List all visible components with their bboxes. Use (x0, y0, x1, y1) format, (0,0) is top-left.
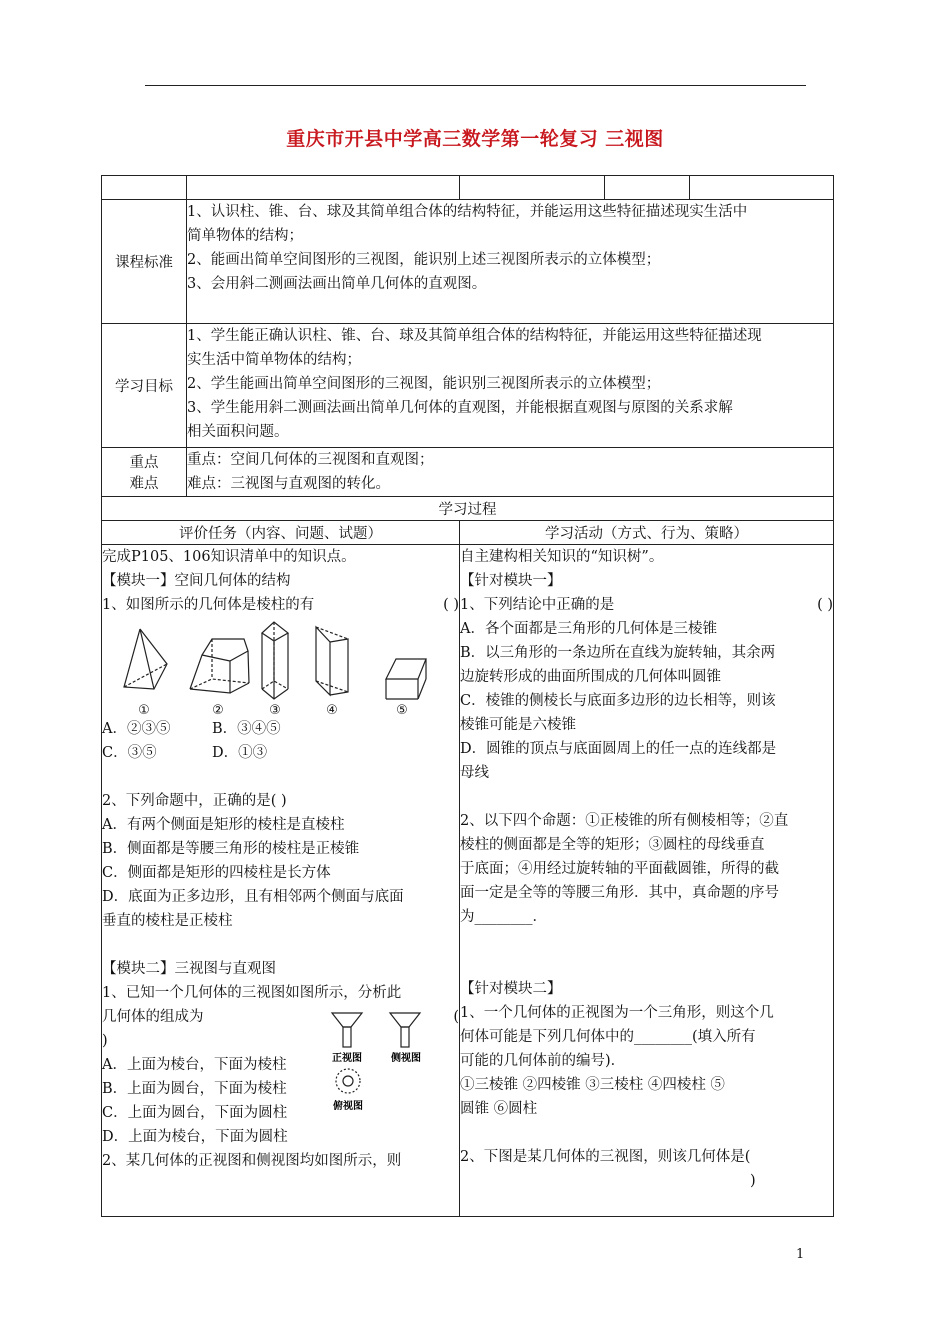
shape-label: ② (212, 703, 224, 717)
top-rule (145, 85, 806, 86)
slanted-prism-shape (316, 627, 348, 695)
standards-line: 2、能画出简单空间图形的三视图，能识别上述三视图所表示的立体模型； (187, 252, 661, 268)
pyramid-shape (124, 629, 167, 689)
goals-line: 3、学生能用斜二测画法画出简单几何体的直观图，并能根据直观图与原图的关系求解 (187, 400, 733, 416)
left-column: 完成P105、106知识清单中的知识点。 【模块一】空间几何体的结构 1、如图所示的几何体是棱柱的有 ( ) ① ② ③ ④ ⑤ A．②③⑤ B．③④⑤ C．③⑤ D．①③ 2、下列命题中，正确的是( ) A．有两个侧面是矩形的棱柱是直棱柱 B．侧面都是等腰三角形的棱柱是正棱锥 C．侧面都是矩形的四棱柱是长方体 D．底面为正多边形，且有相邻两个侧面与底面 垂直的棱柱是正棱柱 【模块二】三视图与直观图 1、已知一个几何体的三视图如图所示，分析此 几何体的组成为 ( ) A．上面为棱台，下面为棱柱 B．上面为圆台，下面为棱柱 C．上面为圆台，下面为圆柱 D．上面为棱台，下面为圆柱 正视图 侧视图 俯视图 2、某几何体的正视图和侧视图均如图所示，则 (102, 545, 460, 1217)
page-number: 1 (796, 1247, 805, 1262)
lesson-table (101, 175, 834, 1217)
process-header: 学习过程 (102, 497, 834, 521)
side-view-shape (390, 1013, 420, 1047)
standards-content (187, 200, 834, 324)
three-view-block: 几何体的组成为 ( ) A．上面为棱台，下面为棱柱 B．上面为圆台，下面为棱柱 C．上面为圆台，下面为圆柱 D．上面为棱台，下面为圆柱 正视图 侧视图 俯视图 (102, 1009, 459, 1145)
standards-row (102, 200, 834, 324)
standards-line: 3、会用斜二测画法画出简单几何体的直观图。 (187, 276, 487, 292)
polyhedra-figure (102, 617, 459, 717)
process-content-row (102, 545, 834, 1217)
front-view-shape (332, 1013, 362, 1047)
goals-line: 1、学生能正确认识柱、锥、台、球及其简单组合体的结构特征，并能运用这些特征描述现 (187, 328, 762, 344)
keypoints-label: 重点 难点 (102, 448, 187, 497)
right-column: 自主建构相关知识的“知识树”。 【针对模块一】 1、下列结论中正确的是 ( ) A．各个面都是三角形的几何体是三棱锥 B．以三角形的一条边所在直线为旋转轴，其余两 边旋转形成的曲面所围成的几何体叫圆锥 C．棱锥的侧棱长与底面多边形的边长相等，则该 棱锥可能是六棱锥 D．圆锥的顶点与底面圆周上的任一点的连线都是 母线 2、以下四个命题：①正棱锥的所有侧棱相等；②直 棱柱的侧面都是全等的矩形；③圆柱的母线垂直 于底面；④用经过旋转轴的平面截圆锥，所得的截 面一定是全等的等腰三角形．其中，真命题的序号 为________． 【针对模块二】 1、一个几何体的正视图为一个三角形，则这个几 何体可能是下列几何体中的________(填入所有 可能的几何体前的编号)． ①三棱锥 ②四棱锥 ③三棱柱 ④四棱柱 ⑤ 圆锥 ⑥圆柱 2、下图是某几何体的三视图，则该几何体是( ) (460, 545, 834, 1217)
standards-line: 1、认识柱、锥、台、球及其简单组合体的结构特征，并能运用这些特征描述现实生活中 (187, 204, 748, 220)
frustum-shape (190, 639, 249, 693)
left-column-header: 评价任务（内容、问题、试题） (102, 521, 460, 545)
top-view-label: 俯视图 (333, 1101, 363, 1112)
side-view-label: 侧视图 (391, 1053, 421, 1064)
shape-label: ① (138, 703, 150, 717)
three-view-figure (320, 1007, 430, 1115)
blank-header-row (102, 176, 834, 200)
goals-line: 2、学生能画出简单空间图形的三视图，能识别三视图所表示的立体模型； (187, 376, 661, 392)
right-column-header: 学习活动（方式、行为、策略） (460, 521, 834, 545)
goals-line: 实生活中简单物体的结构； (187, 352, 361, 368)
column-header-row (102, 521, 834, 545)
standards-label: 课程标准 (102, 200, 187, 324)
standards-line: 简单物体的结构； (187, 228, 303, 244)
shape-label: ⑤ (396, 703, 408, 717)
goals-line: 相关面积问题。 (187, 424, 289, 440)
goals-label: 学习目标 (102, 324, 187, 448)
prism-shape (262, 622, 288, 699)
polyhedra-svg (102, 617, 442, 717)
page-title: 重庆市开县中学高三数学第一轮复习 三视图 (286, 128, 664, 150)
shape-label: ④ (326, 703, 338, 717)
keypoints-row (102, 448, 834, 497)
front-view-label: 正视图 (332, 1053, 362, 1064)
top-view-shape (336, 1069, 360, 1093)
keypoints-content: 重点：空间几何体的三视图和直观图； 难点：三视图与直观图的转化。 (187, 448, 834, 497)
goals-row (102, 324, 834, 448)
shape-label: ③ (269, 703, 281, 717)
goals-content (187, 324, 834, 448)
process-header-row (102, 497, 834, 521)
flat-prism-shape (386, 659, 426, 699)
